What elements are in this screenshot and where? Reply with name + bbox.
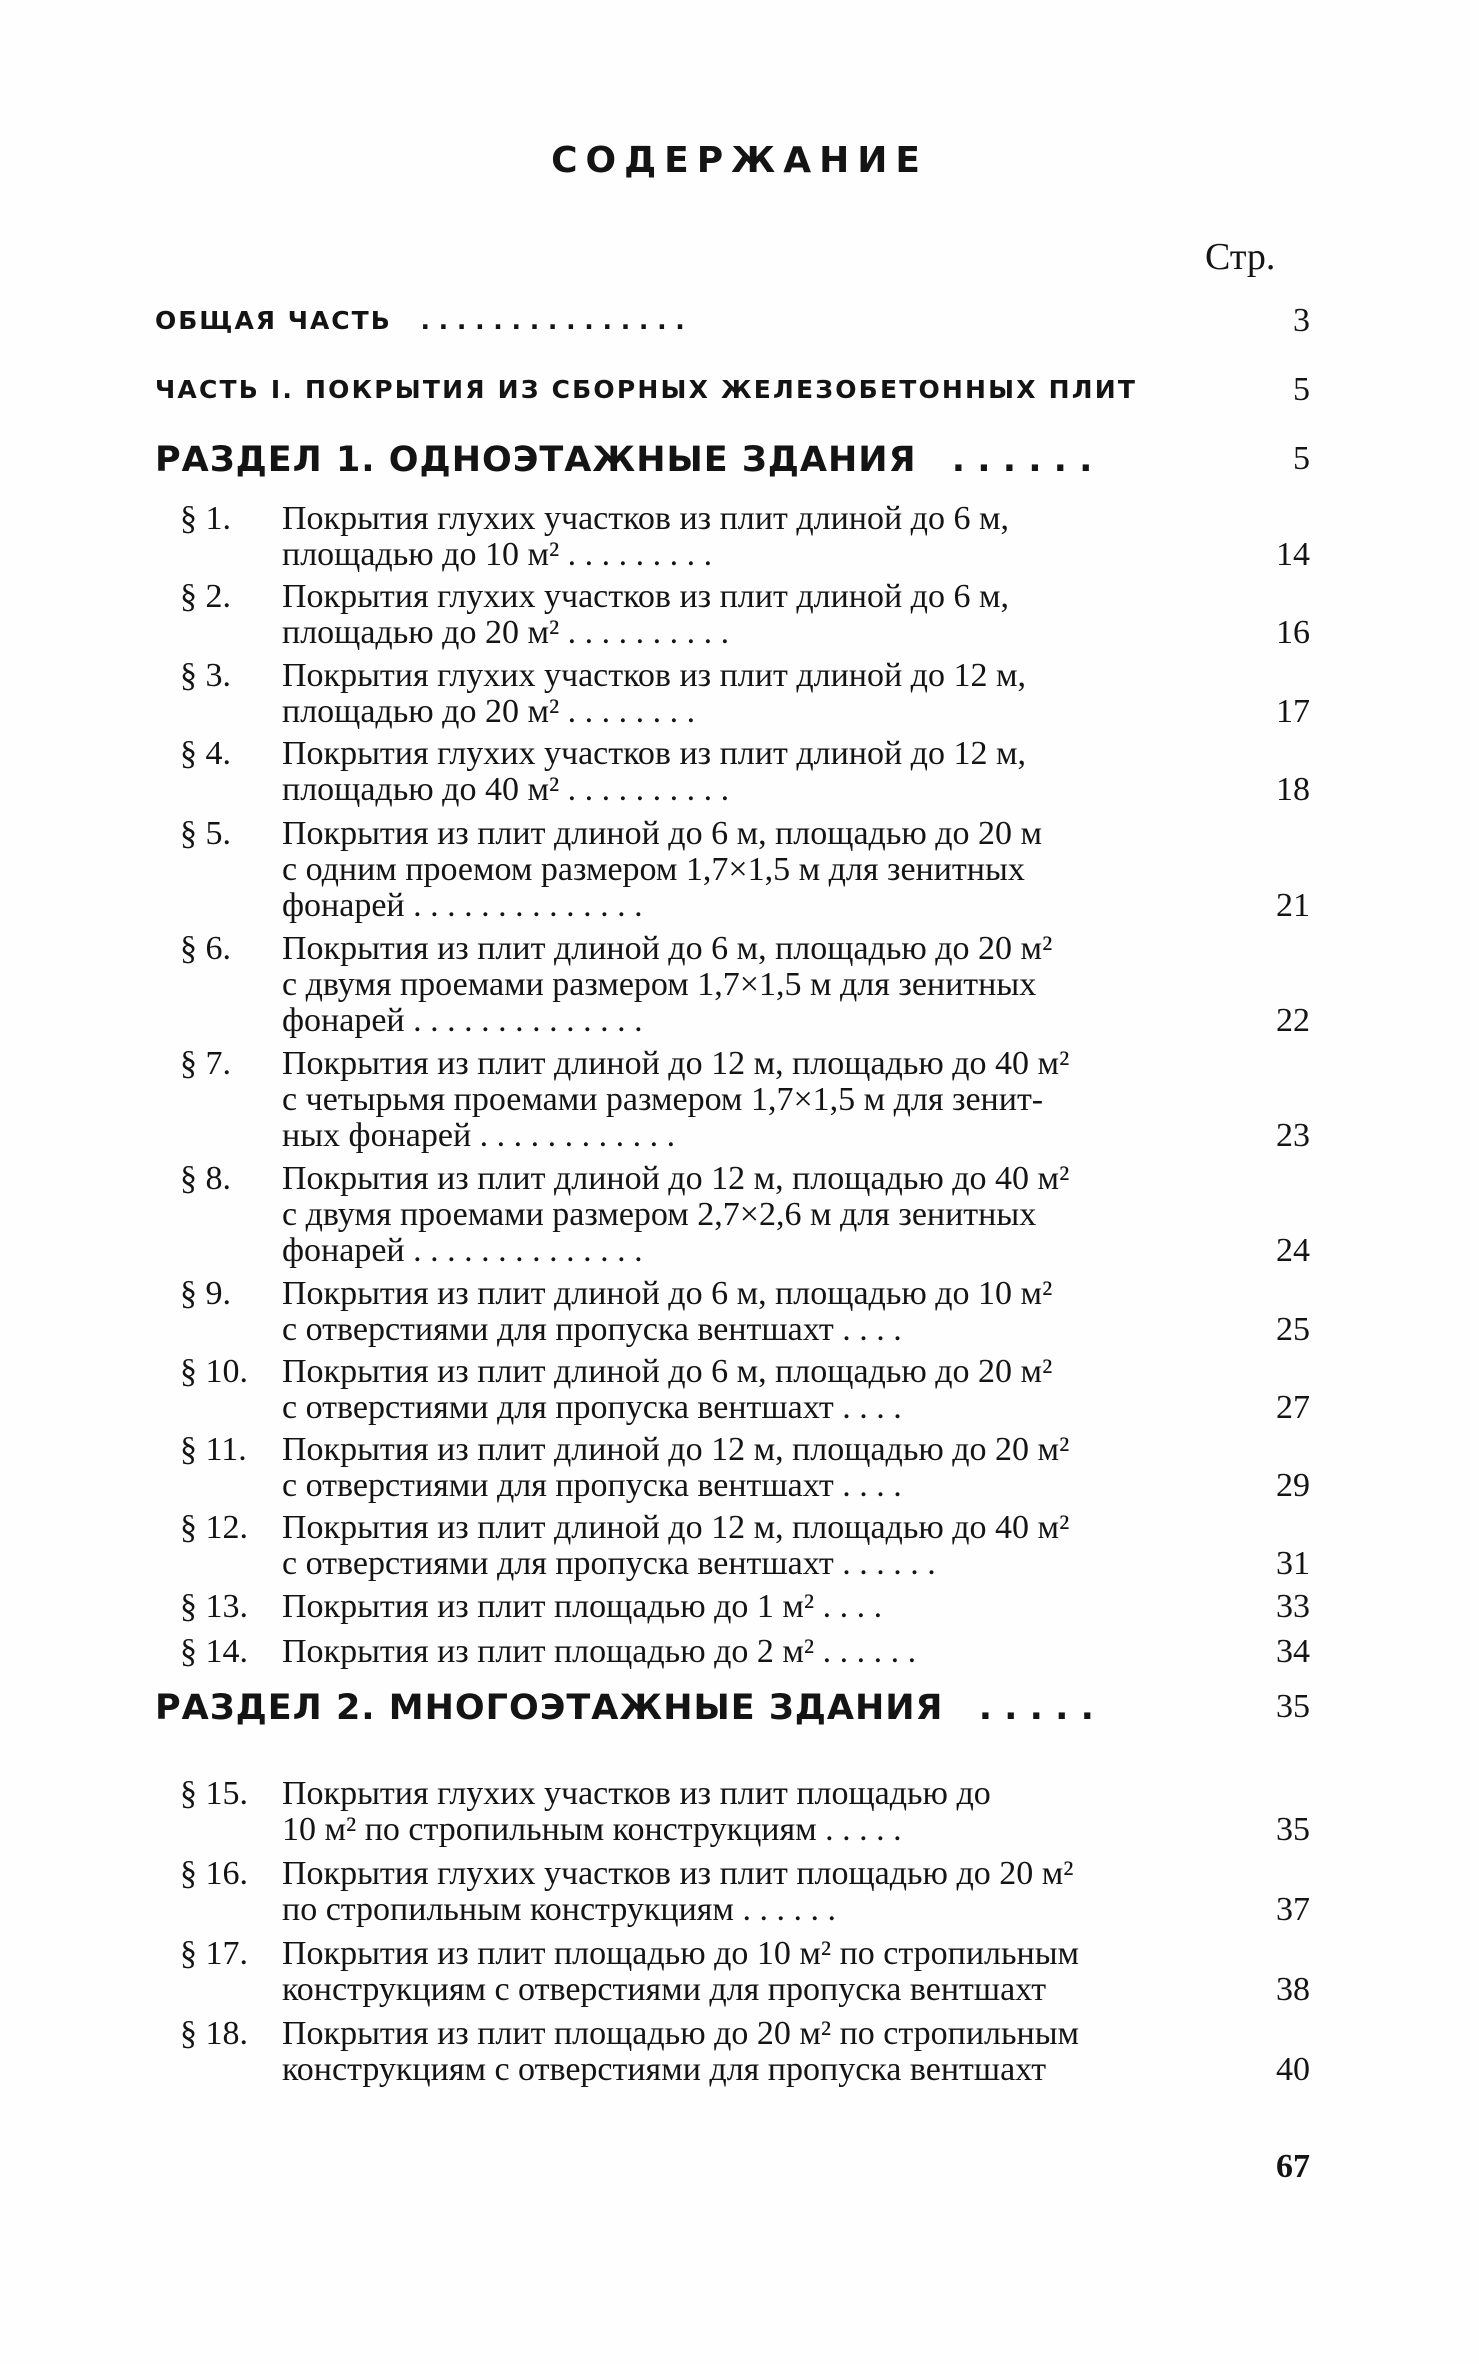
toc-leader-dots: . . . . . . . . . . . . . . .	[420, 306, 685, 335]
toc-entry-line: Покрытия из плит длиной до 6 м, площадью до 20 м	[282, 815, 1043, 852]
toc-entry-number: § 6.	[180, 930, 231, 967]
toc-page-number: 27	[1276, 1389, 1310, 1426]
toc-part-general[interactable]	[155, 306, 685, 335]
toc-page-number: 33	[1276, 1588, 1310, 1625]
toc-section-label: РАЗДЕЛ 1. ОДНОЭТАЖНЫЕ ЗДАНИЯ	[155, 440, 917, 480]
toc-page-number: 5	[1293, 371, 1310, 408]
toc-entry-line: конструкциям с отверстиями для пропуска вентшахт	[282, 1971, 1047, 2008]
toc-page-number: 22	[1276, 1002, 1310, 1039]
toc-entry-number: § 8.	[180, 1160, 231, 1197]
toc-entry-line: Покрытия из плит длиной до 12 м, площадью до 40 м²	[282, 1509, 1070, 1546]
toc-page-number: 34	[1276, 1633, 1310, 1670]
toc-entry-number: § 18.	[180, 2015, 248, 2052]
toc-entry-line: конструкциям с отверстиями для пропуска вентшахт	[282, 2051, 1047, 2088]
toc-entry-line: Покрытия из плит длиной до 12 м, площадью до 40 м²	[282, 1160, 1070, 1197]
toc-entry-line: фонарей . . . . . . . . . . . . . .	[282, 1002, 643, 1039]
toc-section-1[interactable]	[155, 440, 1092, 480]
toc-entry-number: § 15.	[180, 1775, 248, 1812]
toc-section-2[interactable]	[155, 1688, 1094, 1728]
toc-entry-line: Покрытия глухих участков из плит площадью до	[282, 1775, 991, 1812]
toc-entry-number: § 4.	[180, 735, 231, 772]
toc-entry-number: § 7.	[180, 1045, 231, 1082]
toc-entry-number: § 10.	[180, 1353, 248, 1390]
toc-entry-line: с отверстиями для пропуска вентшахт . . . .	[282, 1467, 902, 1504]
toc-entry-line: Покрытия глухих участков из плит длиной до 6 м,	[282, 578, 1009, 615]
toc-entry-line: Покрытия из плит площадью до 1 м² . . . .	[282, 1588, 883, 1625]
toc-part-1[interactable]: ЧАСТЬ I. ПОКРЫТИЯ ИЗ СБОРНЫХ ЖЕЛЕЗОБЕТОННЫХ ПЛИТ	[155, 375, 1138, 404]
toc-entry-line: Покрытия из плит площадью до 10 м² по стропильным	[282, 1935, 1080, 1972]
toc-entry-line: фонарей . . . . . . . . . . . . . .	[282, 887, 643, 924]
toc-part-label: ОБЩАЯ ЧАСТЬ	[155, 306, 392, 335]
toc-entry-line: Покрытия из плит площадью до 20 м² по стропильным	[282, 2015, 1080, 2052]
toc-entry-number: § 14.	[180, 1633, 248, 1670]
toc-entry-line: площадью до 20 м² . . . . . . . . . .	[282, 614, 730, 651]
toc-entry-line: по стропильным конструкциям . . . . . .	[282, 1891, 836, 1928]
toc-entry-line: с двумя проемами размером 2,7×2,6 м для зенитных	[282, 1196, 1037, 1233]
page-column-header: Стр.	[1205, 236, 1276, 278]
toc-entry-number: § 12.	[180, 1509, 248, 1546]
toc-entry-line: Покрытия из плит длиной до 12 м, площадью до 20 м²	[282, 1431, 1070, 1468]
toc-page-number: 38	[1276, 1971, 1310, 2008]
toc-page-number: 5	[1293, 440, 1310, 477]
toc-entry-line: с отверстиями для пропуска вентшахт . . . .	[282, 1311, 902, 1348]
toc-section-label: РАЗДЕЛ 2. МНОГОЭТАЖНЫЕ ЗДАНИЯ	[155, 1688, 944, 1728]
toc-entry-line: с отверстиями для пропуска вентшахт . . . . . .	[282, 1545, 936, 1582]
toc-entry-number: § 11.	[180, 1431, 247, 1468]
toc-entry-line: Покрытия из плит длиной до 6 м, площадью до 20 м²	[282, 1353, 1053, 1390]
toc-entry-line: площадью до 10 м² . . . . . . . . .	[282, 536, 713, 573]
toc-entry-line: ных фонарей . . . . . . . . . . . .	[282, 1117, 676, 1154]
toc-page-number: 24	[1276, 1232, 1310, 1269]
toc-entry-line: площадью до 40 м² . . . . . . . . . .	[282, 771, 730, 808]
toc-entry-number: § 5.	[180, 815, 231, 852]
toc-entry-number: § 9.	[180, 1275, 231, 1312]
toc-page-number: 17	[1276, 693, 1310, 730]
toc-entry-line: с отверстиями для пропуска вентшахт . . . .	[282, 1389, 902, 1426]
toc-entry-number: § 1.	[180, 500, 231, 537]
toc-entry-number: § 13.	[180, 1588, 248, 1625]
toc-entry-line: Покрытия глухих участков из плит площадью до 20 м²	[282, 1855, 1074, 1892]
toc-entry-number: § 16.	[180, 1855, 248, 1892]
toc-page-number: 35	[1276, 1688, 1310, 1725]
toc-page-number: 35	[1276, 1811, 1310, 1848]
toc-entry-line: с двумя проемами размером 1,7×1,5 м для зенитных	[282, 966, 1037, 1003]
toc-entry-line: Покрытия из плит длиной до 12 м, площадью до 40 м²	[282, 1045, 1070, 1082]
toc-entry-line: 10 м² по стропильным конструкциям . . . . .	[282, 1811, 902, 1848]
page-title: СОДЕРЖАНИЕ	[551, 140, 928, 181]
toc-leader-dots: . . . . . .	[951, 440, 1093, 480]
toc-entry-number: § 3.	[180, 657, 231, 694]
toc-entry-number: § 2.	[180, 578, 231, 615]
toc-entry-line: с одним проемом размером 1,7×1,5 м для зенитных	[282, 851, 1025, 888]
toc-page-number: 23	[1276, 1117, 1310, 1154]
toc-entry-line: Покрытия из плит длиной до 6 м, площадью до 20 м²	[282, 930, 1053, 967]
toc-page-number: 21	[1276, 887, 1310, 924]
toc-page-number: 40	[1276, 2051, 1310, 2088]
toc-entry-line: с четырьмя проемами размером 1,7×1,5 м для зенит-	[282, 1081, 1044, 1118]
toc-page-number: 16	[1276, 614, 1310, 651]
toc-page-number: 18	[1276, 771, 1310, 808]
toc-entry-line: Покрытия глухих участков из плит длиной до 6 м,	[282, 500, 1009, 537]
page-number: 67	[1276, 2148, 1310, 2185]
toc-leader-dots: . . . . .	[978, 1688, 1094, 1728]
toc-entry-line: Покрытия из плит площадью до 2 м² . . . . . .	[282, 1633, 917, 1670]
toc-page-number: 3	[1293, 302, 1310, 339]
toc-page-number: 14	[1276, 536, 1310, 573]
toc-entry-number: § 17.	[180, 1935, 248, 1972]
toc-entry-line: Покрытия из плит длиной до 6 м, площадью до 10 м²	[282, 1275, 1053, 1312]
toc-entry-line: Покрытия глухих участков из плит длиной до 12 м,	[282, 735, 1026, 772]
toc-page-number: 31	[1276, 1545, 1310, 1582]
toc-page-number: 37	[1276, 1891, 1310, 1928]
toc-page-number: 29	[1276, 1467, 1310, 1504]
toc-entry-line: фонарей . . . . . . . . . . . . . .	[282, 1232, 643, 1269]
toc-page-number: 25	[1276, 1311, 1310, 1348]
toc-entry-line: Покрытия глухих участков из плит длиной до 12 м,	[282, 657, 1026, 694]
toc-entry-line: площадью до 20 м² . . . . . . . .	[282, 693, 696, 730]
